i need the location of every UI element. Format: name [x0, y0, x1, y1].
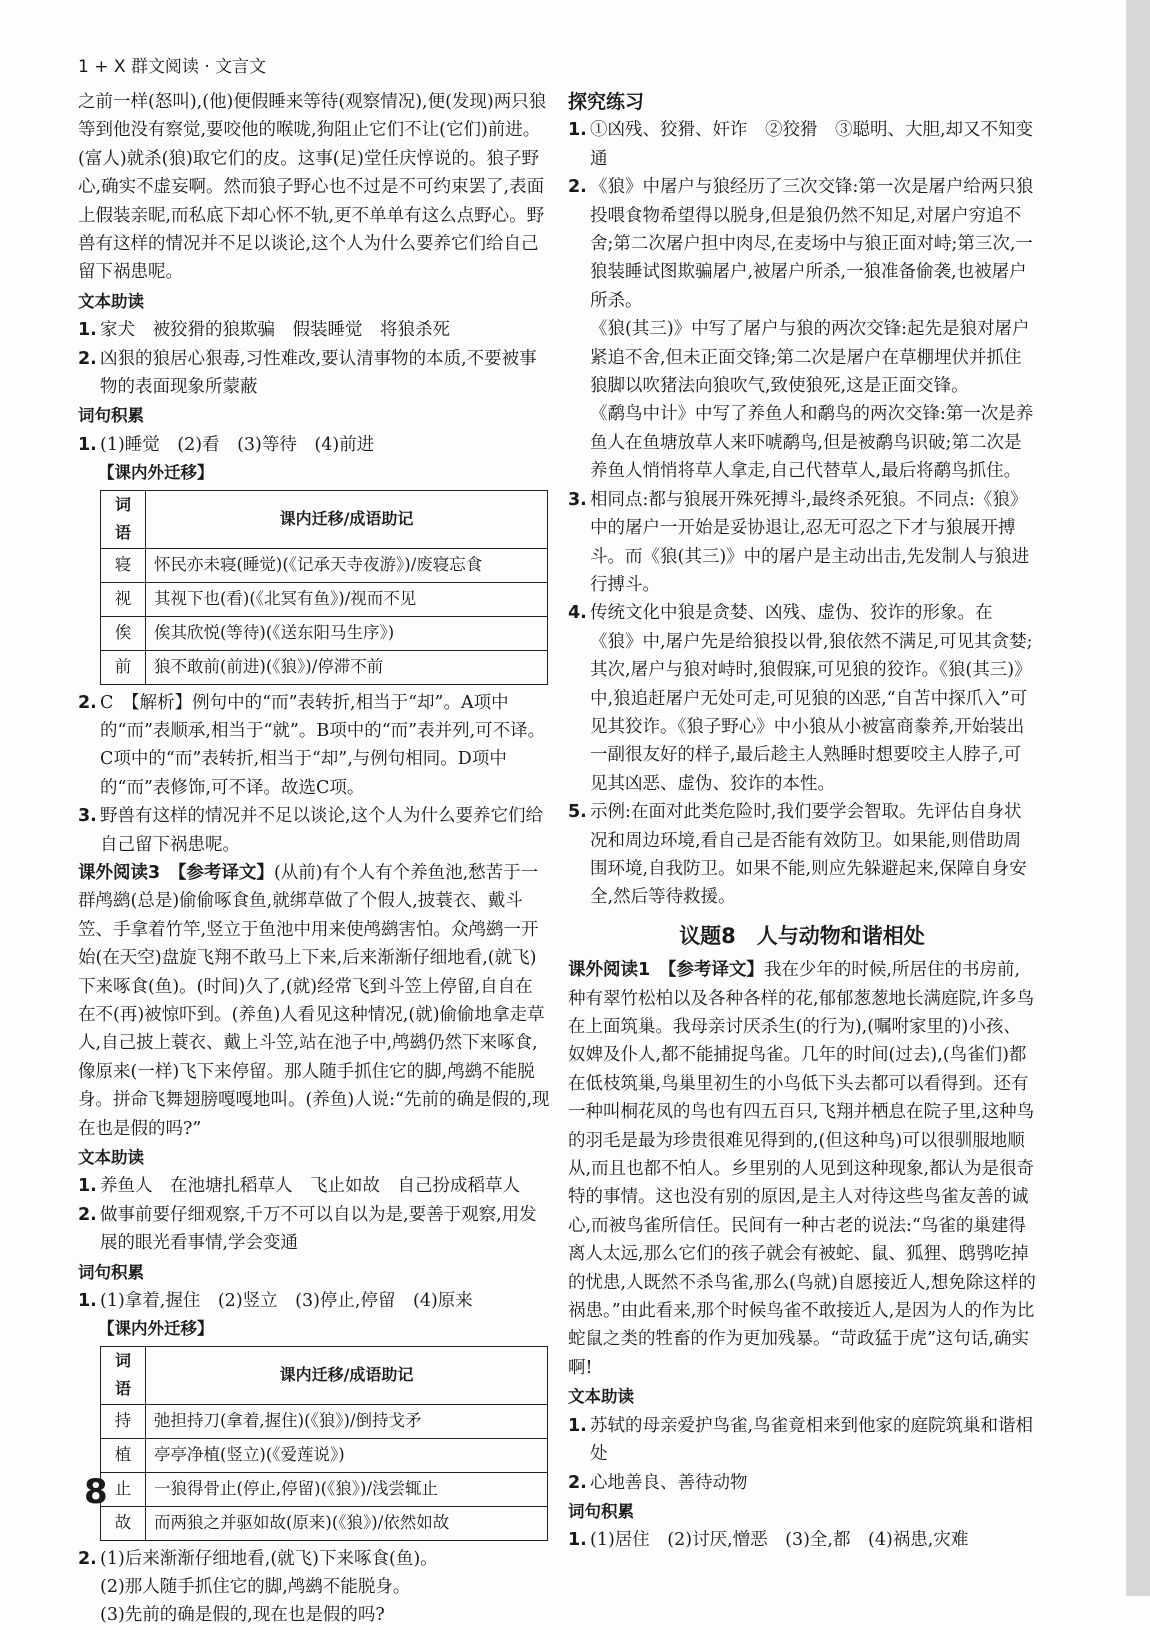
list-item: 1. (1)睡觉 (2)看 (3)等待 (4)前进 [78, 434, 375, 455]
table-row: 止 一狼得骨止(停止,停留)(《狼》)/浅尝辄止 [101, 1472, 548, 1506]
section-heading: 词句积累 [78, 406, 144, 426]
running-header: 1 + X 群文阅读 · 文言文 [78, 57, 267, 77]
list-item: 3. 野兽有这样的情况并不足以谈论,这个人为什么要养它们给自己留下祸患呢。 [78, 806, 544, 855]
section-heading: 文本助读 [78, 291, 144, 311]
list-item: 4. 传统文化中狼是贪婪、凶残、虚伪、狡诈的形象。在《狼》中,屠户先是给狼投以骨,狼依然不满足,可见其贪婪;其次,屠户与狼对峙时,狼假寐,可见狼的狡诈。《狼(其三)》中,狼追赶屠户无处可走,可见狼的凶恶,“自苫中探爪入”可见其狡诈。《狼子野心》中小狼从小被富商豢养,开始装出一副很友好的样子,最后趁主人熟睡时想要咬主人脖子,可见其凶恶、虚伪、狡诈的本性。 [568, 603, 1033, 794]
list-item: 1. 养鱼人 在池塘扎稻草人 飞止如故 自己扮成稻草人 [78, 1176, 520, 1197]
table-label: 【课内外迁移】 [98, 1319, 214, 1339]
list-item: 2. 做事前要仔细观察,千万不可以自以为是,要善于观察,用发展的眼光看事情,学会变通 [78, 1204, 537, 1254]
table-row: 寝 怀民亦未寝(睡觉)(《记承天寺夜游》)/废寝忘食 [101, 548, 548, 582]
vocab-table: 词语 课内迁移/成语助记 寝 怀民亦未寝(睡觉)(《记承天寺夜游》)/废寝忘食 视 其视下也(看)(《北冥有鱼》)/视而不见 俟 俟其欣悦(等待)(《送东阳马生序》) 前 狼不敢前(前进)(《狼》)/停滞不前 [100, 490, 548, 685]
reading-1: 课外阅读1 【参考译文】我在少年的时候,所居住的书房前,种有翠竹松柏以及各种各样的花,郁郁葱葱地长满庭院,许多鸟在上面筑巢。我母亲讨厌杀生(的行为),(嘱咐家里的)小孩、奴婢及仆人,都不能捕捉鸟雀。几年的时间(过去),(鸟雀们)都在低枝筑巢,鸟巢里初生的小鸟低下头去都可以看得到。还有一种叫桐花凤的鸟也有四五百只,飞翔并栖息在院子里,这种鸟的羽毛是最为珍贵很难见得到的,(但这种鸟)可以很驯服地顺从,而且也都不怕人。乡里别的人见到这种现象,都认为是很奇特的事情。这也没有别的原因,是主人对待这些鸟雀友善的诚心,而被鸟雀所信任。民间有一种古老的说法:“鸟雀的巢建得离人太远,那么它们的孩子就会有被蛇、鼠、狐狸、鸱鸮吃掉的忧患,人既然不杀鸟雀,那么(鸟就)自愿接近人,想免除这样的祸患。”由此看来,那个时候鸟雀不敢接近人,是因为人的作为比蛇鼠之类的牲畜的作为更加残暴。“苛政猛于虎”这句话,确实啊! [568, 960, 1036, 1378]
section-heading: 词句积累 [568, 1501, 634, 1521]
topic-title: 议题8 人与动物和谐相处 [679, 923, 925, 948]
list-item: 2. 《狼》中屠户与狼经历了三次交锋:第一次是屠户给两只狼投喂食物希望得以脱身,但是狼仍然不知足,对屠户穷追不舍;第二次屠户担中肉尽,在麦场中与狼正面对峙;第三次,一狼装睡试图欺骗屠户,被屠户所杀,一狼准备偷袭,也被屠户所杀。 《狼(其三)》中写了屠户与狼的两次交锋:起先是狼对屠户紧追不舍,但未正面交锋;第二次是屠户在草棚埋伏并抓住狼脚以吹猪法向狼吹气,致使狼死,这是正面交锋。 《鹬鸟中计》中写了养鱼人和鹬鸟的两次交锋:第一次是养鱼人在鱼塘放草人来吓唬鹬鸟,但是被鹬鸟识破;第二次是养鱼人悄悄将草人拿走,自己代替草人,最后将鹬鸟抓住。 [568, 177, 1034, 482]
right-column [568, 88, 1036, 1555]
list-item: 2. 心地善良、善待动物 [568, 1472, 748, 1493]
section-heading: 探究练习 [568, 91, 645, 113]
list-item: 1. 苏轼的母亲爱护鸟雀,鸟雀竟相来到他家的庭院筑巢和谐相处 [568, 1415, 1034, 1465]
list-item: 5. 示例:在面对此类危险时,我们要学会智取。先评估自身状况和周边环境,看自己是否能有效防卫。如果能,则借助周围环境,自我防卫。如果不能,则应先躲避起来,保障自身安全,然后等待救援。 [568, 802, 1027, 908]
left-column [78, 88, 550, 1630]
page-edge [1126, 0, 1150, 1596]
section-heading: 文本助读 [568, 1387, 634, 1407]
list-item: 1. (1)拿着,握住 (2)竖立 (3)停止,停留 (4)原来 [78, 1291, 473, 1312]
list-item: 1. ①凶残、狡猾、奸诈 ②狡猾 ③聪明、大胆,却又不知变通 [568, 120, 1034, 169]
table-row: 俟 俟其欣悦(等待)(《送东阳马生序》) [101, 616, 548, 650]
list-item: 1. 家犬 被狡猾的狼欺骗 假装睡觉 将狼杀死 [78, 320, 450, 341]
table-row: 前 狼不敢前(前进)(《狼》)/停滞不前 [101, 650, 548, 684]
table-row: 故 而两狼之并驱如故(原来)(《狼》)/依然如故 [101, 1506, 548, 1540]
vocab-table: 词语 课内迁移/成语助记 持 弛担持刀(拿着,握住)(《狼》)/倒持戈矛 植 亭亭净植(竖立)(《爱莲说》) 止 一狼得骨止(停止,停留)(《狼》)/浅尝辄止 故 而两狼之并驱如故(原来)(《狼》)/依然如故 [100, 1346, 548, 1541]
list-item: 1. (1)居住 (2)讨厌,憎恶 (3)全,都 (4)祸患,灾难 [568, 1530, 969, 1551]
list-item: 3. 相同点:都与狼展开殊死搏斗,最终杀死狼。不同点:《狼》中的屠户一开始是妥协退让,忍无可忍之下才与狼展开搏斗。而《狼(其三)》中的屠户是主动出击,先发制人与狼进行搏斗。 [568, 489, 1030, 595]
page-number: 8 [84, 1472, 108, 1512]
translation-continued: 之前一样(怒叫),(他)便假睡来等待(观察情况),便(发现)两只狼等到他没有察觉,要咬他的喉咙,狗阻止它们不让(它们)前进。(富人)就杀(狼)取它们的皮。这事(足)堂任庆惇说的。狼子野心,确实不虚妄啊。然而狼子野心也不过是不可约束罢了,表面上假装亲昵,而私底下却心怀不轨,更不单单有这么点野心。野兽有这样的情况并不足以谈论,这个人为什么要养它们给自己留下祸患呢。 [78, 92, 547, 283]
section-heading: 文本助读 [78, 1148, 144, 1167]
reading-3: 课外阅读3 【参考译文】(从前)有个人有个养鱼池,愁苦于一群鸬鹚(总是)偷偷啄食鱼,就绑草做了个假人,披蓑衣、戴斗笠、手拿着竹竿,竖立于鱼池中用来使鸬鹚害怕。众鸬鹚一开始(在天空)盘旋飞翔不敢马上下来,后来渐渐仔细地看,(就飞)下来啄食(鱼)。(时间)久了,(就)经常飞到斗笠上停留,自自在在不(再)被惊吓到。(养鱼)人看见这种情况,(就)偷偷地拿走草人,自己披上蓑衣、戴上斗笠,站在池子中,鸬鹚仍然下来啄食,像原来(一样)飞下来停留。那人随手抓住它的脚,鸬鹚不能脱身。拼命飞舞翅膀嘎嘎地叫。(养鱼)人说:“先前的确是假的,现在也是假的吗?” [78, 862, 550, 1139]
section-heading: 词句积累 [78, 1262, 144, 1282]
table-row: 植 亭亭净植(竖立)(《爱莲说》) [101, 1438, 548, 1472]
list-item: 2. C 【解析】例句中的“而”表转折,相当于“却”。A项中的“而”表顺承,相当于“就”。B项中的“而”表并列,可不译。C项中的“而”表转折,相当于“却”,与例句相同。D项中的“而”表修饰,可不译。故选C项。 [78, 692, 546, 798]
list-item: 2. (1)后来渐渐仔细地看,(就飞)下来啄食(鱼)。 (2)那人随手抓住它的脚,鸬鹚不能脱身。 (3)先前的确是假的,现在也是假的吗? [78, 1548, 438, 1626]
list-item: 2. 凶狠的狼居心狠毒,习性难改,要认清事物的本质,不要被事物的表面现象所蒙蔽 [78, 348, 537, 398]
table-row: 视 其视下也(看)(《北冥有鱼》)/视而不见 [101, 582, 548, 616]
table-row: 持 弛担持刀(拿着,握住)(《狼》)/倒持戈矛 [101, 1404, 548, 1438]
table-label: 【课内外迁移】 [98, 463, 214, 483]
